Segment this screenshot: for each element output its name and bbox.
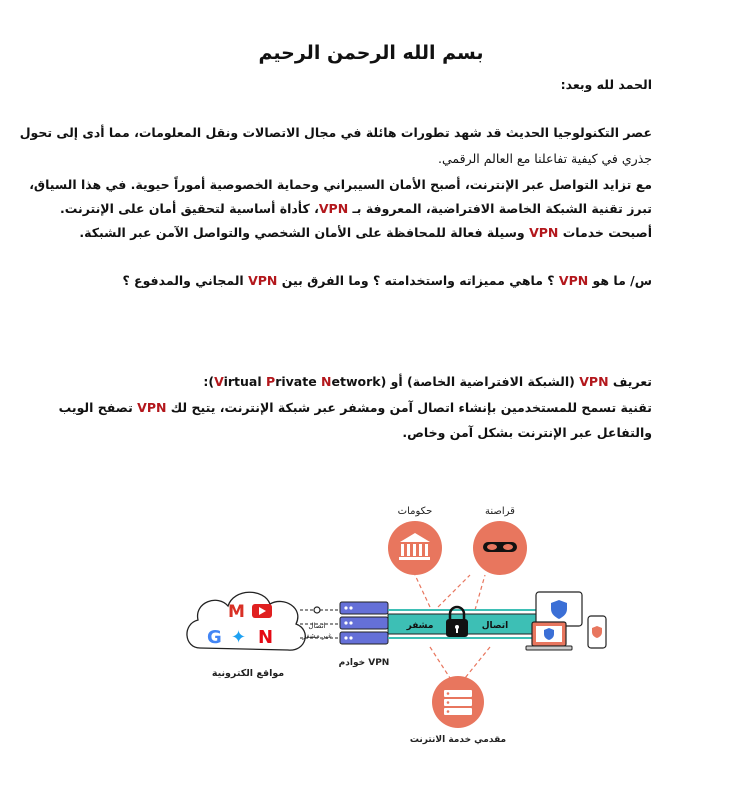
intro-line-3: مع تزايد التواصل عبر الإنترنت، أصبح الأمان السيبراني وحماية الخصوصية أموراً حيوية. في هذا السياق، [29, 177, 652, 192]
vpn-term: VPN [529, 225, 559, 240]
definition-heading [72, 373, 652, 391]
definition-heading-pre: تعريف [608, 374, 652, 389]
virtual-private-network-english [214, 374, 380, 389]
intro-line-2: جذري في كيفية تفاعلنا مع العالم الرقمي. [437, 151, 652, 166]
governments-node [388, 506, 442, 575]
vpn-servers-label: خوادم VPN [338, 658, 390, 668]
intro-line-5-post: وسيلة فعالة للمحافظة على الأمان الشخصي والتواصل الآمن عبر الشبكة. [79, 225, 530, 240]
google-icon [207, 627, 222, 648]
question-line [72, 272, 652, 290]
n-rest: etwork [331, 374, 381, 389]
unencrypted-label-1: اتصال [308, 622, 326, 630]
intro-line-5-pre: أصبحت خدمات [558, 225, 652, 240]
n-letter: N [321, 374, 332, 389]
p-letter: P [266, 374, 276, 389]
intro-line-4-pre: تبرز تقنية الشبكة الخاصة الافتراضية، المعروفة بـ [348, 201, 652, 216]
intro-line-1: عصر التكنولوجيا الحديث قد شهد تطورات هائلة في مجال الاتصالات ونقل المعلومات، مما أدى إلى تحول [19, 125, 652, 140]
governments-label: حكومات [397, 506, 433, 517]
page-title: بسم الله الرحمن الرحيم [258, 42, 484, 64]
connection-label: اتصال [481, 621, 509, 631]
user-devices [526, 592, 606, 650]
v-rest: irtual [223, 374, 267, 389]
unlocked-padlock-icon [314, 607, 320, 613]
vpn-term: VPN [318, 201, 349, 216]
hacker-mask-icon [483, 542, 517, 552]
desktop-monitor [536, 592, 582, 626]
svg-text:M: M [228, 602, 245, 622]
vpn-term: VPN [558, 273, 589, 288]
svg-text:N: N [258, 627, 274, 648]
definition-body-1-pre: تقنية تسمح للمستخدمين بإنشاء اتصال آمن ومشفر عبر شبكة الإنترنت، يتيح لك [166, 400, 652, 415]
definition-body-2: والتفاعل عبر الإنترنت بشكل آمن وخاص. [402, 425, 652, 440]
hackers-node [473, 506, 527, 575]
isp-node [410, 676, 506, 745]
laptop [526, 622, 572, 650]
v-letter: V [214, 374, 224, 389]
vpn-servers [339, 602, 390, 668]
youtube-icon [252, 604, 272, 618]
p-rest: rivate [275, 374, 322, 389]
websites-label: مواقع الكترونية [211, 668, 285, 679]
cloud-shape [187, 592, 305, 650]
phone [588, 616, 606, 648]
encrypted-tunnel [388, 607, 538, 638]
intro-line-4 [60, 200, 652, 218]
svg-text:G: G [207, 627, 222, 648]
encrypted-label: مشفر [406, 621, 434, 631]
unencrypted-label-2: غير مشفر [302, 632, 332, 640]
svg-text:✦: ✦ [231, 627, 247, 648]
definition-heading-mid: (الشبكة الافتراضية الخاصة) أو ( [380, 374, 580, 389]
netflix-icon [258, 627, 273, 648]
question-pre: س/ ما هو [588, 273, 652, 288]
vpn-term: VPN [579, 374, 609, 389]
vpn-term: VPN [137, 400, 167, 415]
websites-cloud [187, 592, 305, 679]
definition-body-1-post: تصفح الويب [58, 400, 138, 415]
definition-heading-end: ): [203, 374, 215, 389]
padlock-icon [446, 607, 468, 637]
twitter-icon [231, 627, 246, 648]
intro-line-4-post: ، كأداة أساسية لتحقيق أمان على الإنترنت. [60, 201, 319, 216]
intro-line-5 [72, 224, 652, 242]
vpn-term: VPN [248, 273, 278, 288]
question-mid: ؟ ماهي مميزاته واستخدامته ؟ وما الفرق بين [277, 273, 559, 288]
isp-label: مقدمي خدمة الانترنت [409, 735, 507, 745]
unencrypted-link [300, 607, 338, 640]
question-post: المجاني والمدفوع ؟ [122, 273, 249, 288]
gmail-icon [228, 602, 245, 622]
definition-body-1 [58, 399, 652, 417]
vpn-diagram [180, 500, 620, 750]
isp-server-icon [444, 690, 472, 715]
hackers-label: قراصنة [485, 506, 515, 517]
greeting-line: الحمد لله وبعد: [560, 77, 652, 92]
